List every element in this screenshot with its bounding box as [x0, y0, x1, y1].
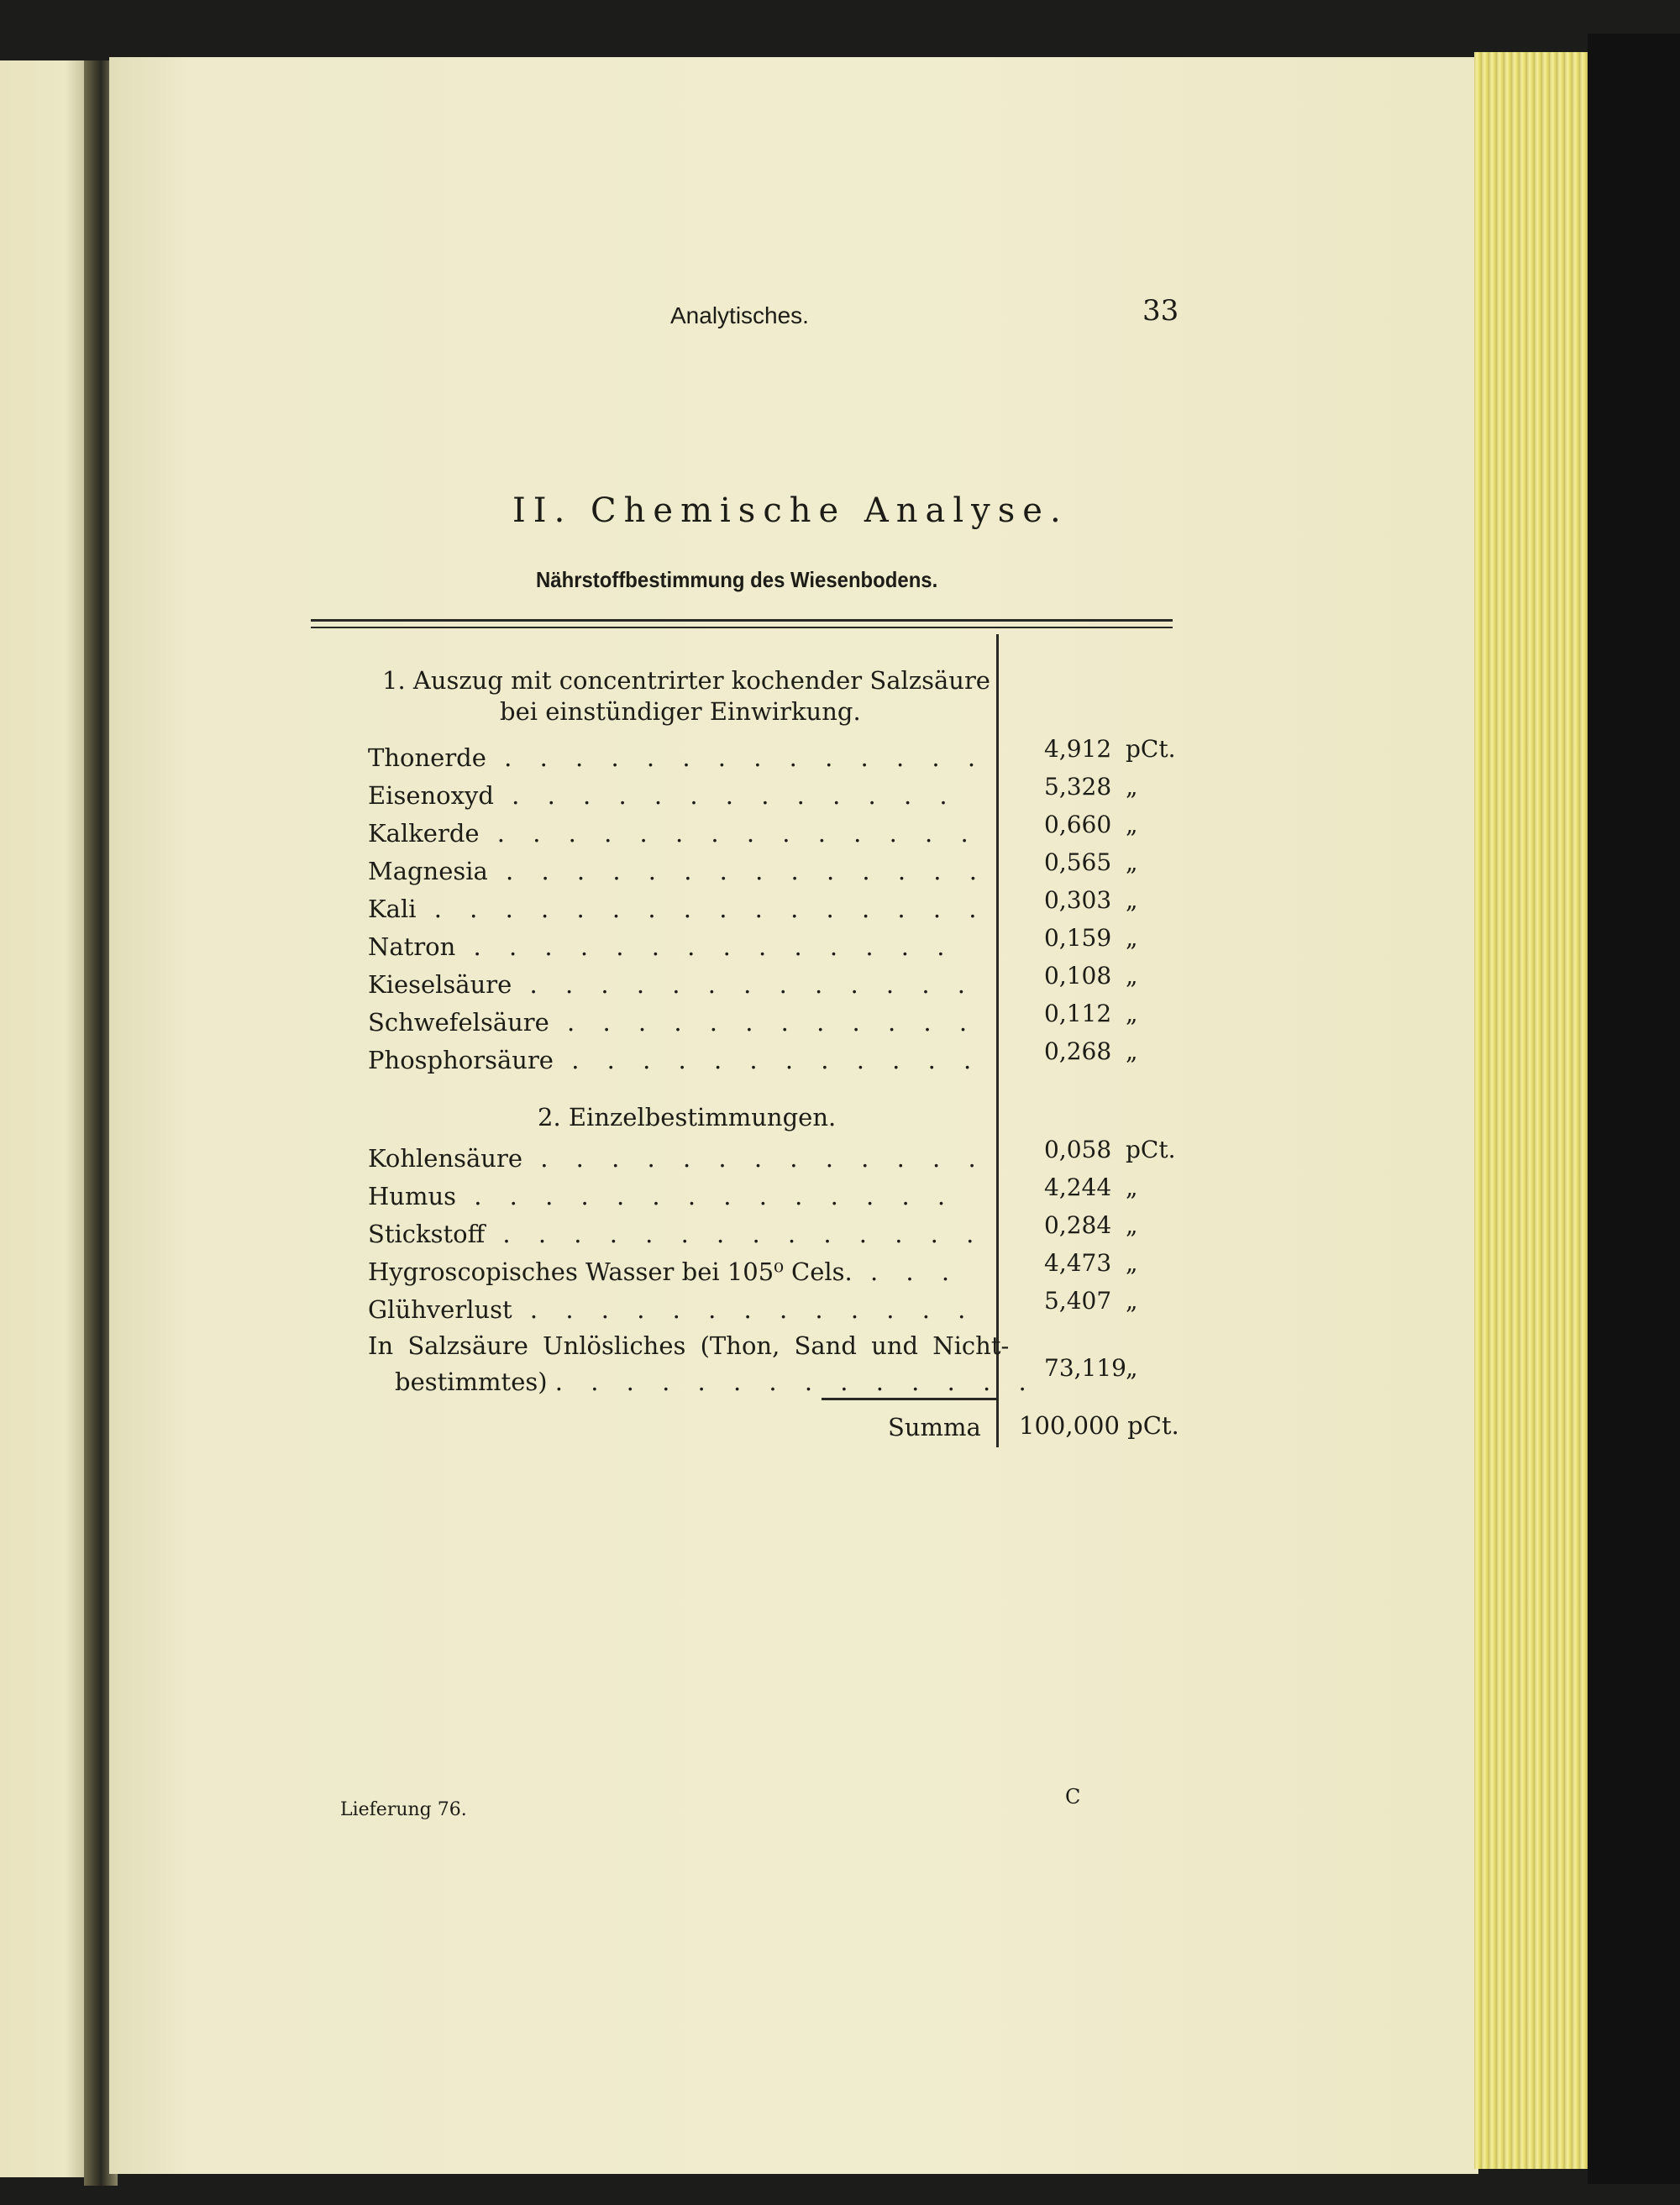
row-value-text: 4,473	[1044, 1249, 1112, 1277]
footer-delivery: Lieferung 76.	[340, 1799, 467, 1820]
signature-mark: C	[1065, 1785, 1081, 1809]
row-label: Stickstoff . . . . . . . . . . . . . .	[368, 1220, 984, 1248]
row-label: Glühverlust . . . . . . . . . . . . .	[368, 1295, 976, 1324]
row-value	[1044, 1037, 1138, 1065]
row-label-text: Phosphorsäure	[368, 1046, 554, 1074]
row-value	[1044, 848, 1138, 876]
row-value	[1044, 1211, 1138, 1239]
part2-heading: 2. Einzelbestimmungen.	[538, 1103, 837, 1131]
row-label-text: Schwefelsäure	[368, 1008, 549, 1037]
table-title: Nährstoffbestimmung des Wiesenbodens.	[536, 567, 938, 592]
row-label	[368, 1331, 1009, 1360]
row-label: Eisenoxyd . . . . . . . . . . . . .	[368, 781, 958, 810]
row-label-text: Natron	[368, 932, 456, 961]
row-value-text: 4,912	[1044, 735, 1112, 763]
row-value	[1044, 886, 1138, 914]
row-value-text: 0,112	[1044, 1000, 1112, 1027]
row-value	[1044, 735, 1176, 763]
row-value	[1044, 1136, 1176, 1163]
row-label-text: Kalkerde	[368, 819, 480, 848]
row-label-text: Hygroscopisches Wasser bei 105⁰ Cels.	[368, 1257, 853, 1286]
row-label-text: Eisenoxyd	[368, 781, 494, 810]
section-title: II. Chemische Analyse.	[512, 491, 1068, 530]
summa-label: Summa	[888, 1413, 981, 1441]
row-label: Kalkerde . . . . . . . . . . . . . .	[368, 819, 979, 848]
row-label-text: Kali	[368, 895, 417, 923]
row-value	[1044, 1000, 1138, 1027]
row-unit: „	[1126, 773, 1138, 801]
row-value-text: 0,268	[1044, 1037, 1112, 1065]
row-value-text: 5,407	[1044, 1287, 1112, 1315]
row-label: Schwefelsäure . . . . . . . . . . . .	[368, 1008, 978, 1037]
row-value	[1044, 1249, 1138, 1277]
row-unit: „	[1126, 1287, 1138, 1315]
part1-heading-line2: bei einstündiger Einwirkung.	[500, 697, 861, 726]
running-head: Analytisches.	[670, 302, 809, 328]
summa-rule	[822, 1398, 996, 1400]
row-unit: „	[1126, 1173, 1138, 1201]
row-value	[1044, 962, 1138, 990]
row-value	[1044, 1354, 1138, 1382]
row-label: Thonerde . . . . . . . . . . . . . .	[368, 743, 986, 772]
book-cover	[1588, 34, 1680, 2184]
row-value-text: 0,058	[1044, 1136, 1112, 1163]
row-value	[1044, 1287, 1138, 1315]
row-value	[1044, 1173, 1138, 1201]
row-value-text: 0,660	[1044, 811, 1112, 838]
row-label: Kieselsäure . . . . . . . . . . . . .	[368, 970, 975, 999]
row-label-text: Magnesia	[368, 857, 488, 885]
row-label: Magnesia . . . . . . . . . . . . . .	[368, 857, 987, 885]
row-unit: „	[1126, 962, 1138, 990]
row-value-text: 5,328	[1044, 773, 1112, 801]
row-unit: „	[1126, 848, 1138, 876]
row-unit: „	[1126, 1249, 1138, 1277]
table-top-rule-thin	[311, 627, 1173, 628]
row-unit: „	[1126, 1354, 1138, 1382]
row-label-text: Thonerde	[368, 743, 486, 772]
row-label: Humus . . . . . . . . . . . . . .	[368, 1182, 956, 1210]
row-label: Phosphorsäure . . . . . . . . . . . .	[368, 1046, 982, 1074]
row-label: bestimmtes) . . . . . . . . . . . . . .	[395, 1368, 1037, 1396]
page-block-edge	[1474, 52, 1600, 2169]
part1-heading-line1: 1. Auszug mit concentrirter kochender Salzsäure	[382, 666, 990, 695]
row-value-text: 0,284	[1044, 1211, 1112, 1239]
row-label: Kohlensäure . . . . . . . . . . . . .	[368, 1144, 986, 1173]
row-label: Hygroscopisches Wasser bei 105⁰ Cels. . . .	[368, 1257, 960, 1286]
row-label-text: Kieselsäure	[368, 970, 512, 999]
row-label-text: Stickstoff	[368, 1220, 486, 1248]
row-value	[1044, 773, 1138, 801]
row-value-text: 0,159	[1044, 924, 1112, 952]
row-value-text: 0,303	[1044, 886, 1112, 914]
column-divider	[996, 634, 999, 1447]
table-top-rule	[311, 619, 1173, 622]
row-unit: pCt.	[1126, 735, 1176, 763]
row-unit: „	[1126, 1037, 1138, 1065]
row-value	[1044, 924, 1138, 952]
row-label-text: Glühverlust	[368, 1295, 512, 1324]
page-number: 33	[1142, 294, 1179, 328]
row-value	[1044, 811, 1138, 838]
row-value-text: 0,108	[1044, 962, 1112, 990]
row-unit: „	[1126, 924, 1138, 952]
left-page-edge	[0, 60, 94, 2177]
row-unit: pCt.	[1126, 1136, 1176, 1163]
row-unit: „	[1126, 886, 1138, 914]
row-label: Kali . . . . . . . . . . . . . . . .	[368, 895, 987, 923]
row-unit: „	[1126, 1000, 1138, 1027]
row-label-text: Kohlensäure	[368, 1144, 523, 1173]
row-label: Natron . . . . . . . . . . . . . .	[368, 932, 955, 961]
row-label-text: In Salzsäure Unlösliches (Thon, Sand und Nicht-	[368, 1331, 1010, 1360]
row-value-text: 0,565	[1044, 848, 1112, 876]
row-value-text: 73,119	[1044, 1354, 1126, 1382]
row-label-text: Humus	[368, 1182, 457, 1210]
summa-value: 100,000 pCt.	[1019, 1411, 1179, 1440]
row-label-text: bestimmtes)	[395, 1368, 548, 1396]
row-unit: „	[1126, 811, 1138, 838]
row-unit: „	[1126, 1211, 1138, 1239]
row-value-text: 4,244	[1044, 1173, 1112, 1201]
